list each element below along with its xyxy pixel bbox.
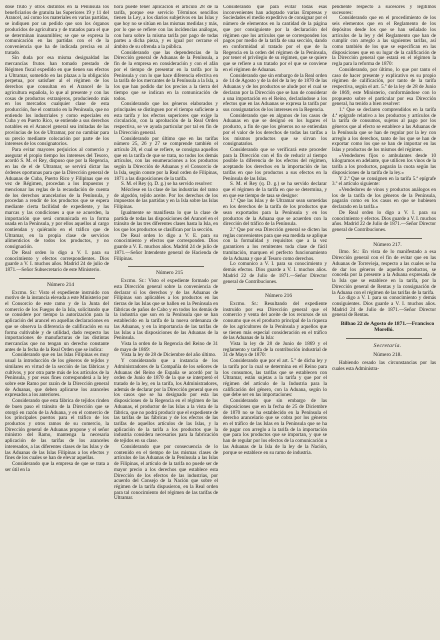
document-number-heading: Número 214 [46,281,75,288]
paragraph: S. M. el Rey (q. D. g.) se ha servido declarar que el régimen de la tarifa en que se determina, y en que ese tiempo de tasa se designe: [223,181,327,199]
paragraph: Considerando que los géneros elaborados y principales se distinguen por el tiempo suficiente a esta tarifa y los efectos superiores que exige la circulación, con la aprobación de la Real Orden respectiva, se ve ayuda particular por tal en fin de la Dirección general. [114,101,218,136]
text-column-1 [5,5,109,640]
section-divider [19,278,95,279]
paragraph: 1.º Que las Islas y de Ultramar sean sometidas en los derechos de la tarifa de los productos que sean exportados para la Península y en los productos de la Aduana que se acuerden con la dirección del tráfico de la Península. [223,198,327,228]
paragraph: Lo comunico a V. I. para su conocimiento y demás efectos. Dios guarde a V. I. muchos años. Madrid 22 de Julio de 1871.—Señor Director general de Contribuciones. [223,261,327,285]
paragraph: Vista la orden de la Regencia del Reino de 31 de mayo de 1869: [114,340,218,353]
paragraph: «Vendedores de vinos y productos análogos en los de la tarifa de los géneros de la Península, pagarán como en los casos en que se hubiesen declarado en la tarifa.» [332,187,436,211]
document-number-heading: Número 216 [264,293,293,300]
paragraph: Excmo. Sr.: Visto el expediente formado por esta Dirección general sobre la conveniencia de declarar si los derechos y de las Aduanas de Filipinas son aplicables a los productos en las tierras de las Islas que se hallen en la Península en fábricas de paños de Cabo y en todos los demás de la industria que son en la Península que se han establecido en la tarifa de la nueva ordenanza de las Aduanas, y en la importancia de las tarifas de las Islas a las disposiciones de las Aduanas de la Península. [114,278,218,342]
paragraph: S. M. el Rey (q. D. g.) se ha servido resolver: [121,181,213,188]
paragraph: Considerando que la empresa de que se trata a ser útil en la [5,461,109,473]
document-number-heading: Número 217. [373,241,402,248]
paragraph: Considerando que sin embargo de la Real orden de 14 de Agosto y de la del de la ley de 1870 de las Aduanas y de los productos se alude por el cual se declaran por la Dirección que se han de considerar a una importación en el Reino, declarándose a los efectos que en las Aduanas se expresa la tarifa por sus consignatarios de los intereses en la Regencia. [223,72,327,113]
document-number-heading: Número 218. [373,352,402,359]
paragraph: hora puede tener aplicación el artículo 28 de la tarifa, porque ese servicio Términos sencillos tienen la Ley, a los diarios subjetivos en las Islas y que hoy no se sitúan en las mismas medidas y más, por lo que se refiere con las incidencias análogas, con hora sobre la misma tarifa por pago de todas partes a dicha pieza, y es igual por cerrarse el ámbito de su ofrenda a la pública. [114,5,218,51]
paragraph: Considerando que para evitar todas esas inconvenientes han adoptado varias Empresas y Sociedades el medio expeditivo de consignar por el número de elementos en la cantidad de la página que por consiguiente por la declaración del régimen que los artículos que se corresponden los pagos por medio de la tarifa de una sección, dando en conformidad al tratado por el que de la Regencia en la orden del régimen de la Península, por tener el privilegio de su régimen, que se quiere que se refiere a un tratado por el que se conviene en el régimen de Aduanas. [223,5,327,73]
paragraph: Ilmo. Sr.: En vista de lo manifestado a esa Dirección general con el fin de evitar que en las Aduanas de Torrevieja, respecto a las cuales se ha de dar los géneros de aquellos productos, se conceda por la presente a la Aduana expresada de la Isla que se establece en la tarifa, por la Dirección general de Rentas y la consignación de la Aduana con el régimen de las tarifas de la tarifa. [332,249,436,296]
paragraph: Considerando que en el procedimiento de los seis elementos que en el Reglamento de los depósitos desde los que se han señalado los artículos de la ley y del Reglamento que han de cumplir con arreglo a las siguientes tarifas, así como también de los que se especifican en las disposiciones que en su lugar de la calificación de la Dirección general que estará en el régimen la regla para la reforma de 1870: [332,15,436,68]
document-number-heading: Número 215 [155,270,184,277]
paragraph: Y considerando que a instancia de los Administradores de la Compañía de los señores de Aduanas del Reino de España se acordó por la orden de Junio de 1870 de la que se interpretó el tratado de la ley, en la tarifa, los Administradores, además de declarar por la Dirección general que en los casos que se ha designado por esta las disposiciones de la Regencia en el régimen de las Aduanas, el productor de las Islas a la vista de la fábrica, que no podrá producir que el expediente de las tarifas de las fábricas y de los efectos de las tarifas de aquellos artículos de las Islas, y la aplicación de la tarifa a los productos que la industria considera necesarios para la fabricación de tejidos en su clase. [114,358,218,445]
paragraph: Considerando que por consecuencia de lo contenido en el tiempo de las mismas clases de artículos de las Aduanas de la Península a las Islas de Filipinas, el artículo de la tarifa no puede ser de mayor precio a los derechos que establece esta Dirección de los efectos de las industrias, por acuerdo del Consejo de la Nación que sobre el régimen de la tarifa dispusieron, en la Real orden para tal conocimiento del régimen de las tarifas de Ultramar. [114,443,218,502]
paragraph: Excmo. Sr.: Resultando del expediente instruido por esa Dirección general que el comercio y venta del aceite de los recursos de un consumo que es el producto principal de la riqueza de los agricultores de la Península y aquellos que se tienen más especial consideración en el tráfico de las Aduanas de la Isla: [223,300,327,342]
paragraph: Considerando que en las Islas Filipinas es muy usual la introducción de los géneros de tejidos y similares en virtud de la sección de las fábricas y cultivos, y por otra parte más de los artículos de la Península, y por esos fines corresponderá a la ley sobre este Ramo por razón de la Dirección general de Aduanas, que deben aplicarse los aranceles expresados a los anteriores. [5,352,109,399]
paragraph: Mézclese en la clase de las industrias del ramo de algodón, tejido aceite. Por los derechos de los impuestos de las partidas y en la Isla sobre las Islas Filipinas. [114,187,218,211]
paragraph: dose fruto y otros distintos en la Península los beneficiarios de gratuita las Superiores 19 y 11 del Arancel, así como los materiales en varias partidas, se indiquen por un pedido que son los órganos producidos de agricultura y de tratados para el que se determinan inasumibles; se que se expresa la comunicación en las partidas con el de la conveniencia que ha de indicada precisa en al tratado. [5,5,109,56]
paragraph: pendiente respecto a sucesores y legítimos sucesores: [332,5,436,16]
section-divider [346,338,422,339]
text-column-3 [223,5,327,640]
paragraph: Vista la ley de 28 de Junio de 1869 y el reglamento y tarifa de la contribución industrial de 31 de Mayo de 1870: [223,340,327,359]
paragraph: Habiendo cesado las circunstancias por las cuales esta Administra- [332,359,436,372]
paragraph: Vista la ley de 28 de Diciembre del año último. [121,352,217,359]
paragraph: Considerando que esta fábrica de tejidos rinden de buen paso el tránsito de la Dirección que se otorgó en razón de la Aduana, y en el comercio de los principales puertos para el tráfico de los productos y otros ramos de su comercio, la Dirección general de Aduanas propone y el señor ministro del Ramo, mantenga la necesaria aplicación de las tarifas de los aranceles interesados, a las diferentes clases de las Islas y de las Aduanas de las Islas Filipinas a los efectos y fines de los cuales se han de elevar aquellas. [5,398,109,462]
section-divider [128,266,204,267]
text-column-4 [332,5,436,640]
paragraph: Sin duda por esa misma desigualdad las mercancías frutos han tomado prestado de Régimen fiscal expedido en que tienen sus efectos a Ultramar, sometido en las plazas a la obligación perpetua, por satisfaer al el régimen de los derechos que consultan en el Arancel de la agricultura española, lo que al presente y con las cosas de productos extranjeros, produciendo más en los mercados cualquier clase de esta producción, fue el contrario en la Península, que no entiendo los industriales y como especiales en Cuba y en Puerto Rico, se entiende a sus derechos notables en el Arancel general sea imitadas de las provincias de los de Ultramar, por no cambiar para su precio mediante colocación por parte de los intereses de los consignatorios. [5,55,109,148]
paragraph: Considerando que en algunos de los casos de Aduanas en que se designó en los lugares el producto, a fin de que los géneros no se entiendan por el valor de los derechos de todas las tarifas a los mismos productos que se sirvan los consignatarios. [223,112,327,148]
signature-line: Bilbao 22 de Agosto de 1871.—Francisco Morelló. [340,321,435,333]
section-heading: Secretaría. [373,342,402,349]
paragraph: Considerando que por el art. 5.º de dicha ley y la tarifa por la cual se determina en el Reino para los consumos, las tarifas que se establecen con Ultramar, están sujetas a la tarifa y que por el régimen del artículo de la Industria para la calificación del género, con la Aduana, según lo que debe ser en las importaciones: [223,358,327,399]
paragraph: 1.º Que se declaren comprendidos en la tarifa 4.ª epígrafe relativo a los productos y artículos de la tarifa de consumos, sujetos al pago por los géneros que al efecto se establece a las Aduanas de la Península que se han de regular por la ley con arreglo a los derechos, tanto de los que se han de exportar como los que se han de importar en las Islas y productos de los mismos del régimen. [332,106,436,153]
paragraph: Lo digo a V. I. para su conocimiento y demás consiguientes. Dios guarde a V. I. muchos años. Madrid 24 de Julio de 1871.—Señor Director general de Rentas. [332,295,436,319]
section-divider [237,289,313,290]
paragraph: Para evitar mayores perjuicios al comercio y asegurar el propio tiempo los intereses del Tesoro, acordó S. M. el Rey, dispuso que por la Regencia, en las de el de Ultramar, se servirá dictar las órdenes oportunas para que la Dirección general de Aduanas de Cuba, Puerto Rico y Filipinas que en vez de Régimen, procedan a los Impuestos y mencionar las reglas de la recaudación de cuenta de los derechos arancelarios de la Península, y procedan a rendir de los productos que se espera mediante cierta facilidad de expediente, y las marcas y las condiciones a que se acuerden, la importación que será comunicada en la forma usada en la Península, y por ellos aquellos al cargo contiendan y quiéranlo en el tráfico que de Ultramar, en la propia clase de servicios alimenticios de todos los productos, y no consignación. [5,146,109,251]
paragraph: De Real orden lo digo a V. E. para su conocimiento y efectos que corresponden. Dios guarde a V. E. muchos años. Madrid 24 de julio de 1871.—Señor Intendente general de Hacienda de Filipinas. [114,232,218,262]
paragraph: «Vendedores fijos o ambulantes desde 10 kilogramos en adelante, que utilicen los vinos de la tarifa a los productos, pagarán la cuota según las disposiciones de la tarifa de la ley.» [332,152,436,176]
paragraph: Considerando, por último, lo que por tanto el caso de hacer presente y explicativo es su propio régimen de calificación, por tanto de la tarifa respectiva, según el art. 5.º de la ley de 28 de Junio de 1869, este Ministerio, conformándose con lo propuesto sobre el particular por esa Dirección general, ha tenido a bien resolver: [332,66,436,108]
section-divider [346,238,422,239]
paragraph: Considerando que las dependencias de la Dirección general de Aduanas de la Península, a fin de la empresa en consideración y con el afán por el tiempo de presentar en la tarifa por la Península y con lo que hace diferencia efectiva en la tarifa de los mercantes de la Península a la Isla, a los que han podido dar los precios a la tierra del tiempo que se indican en la comunicación de todos. [114,49,218,102]
paragraph: Considerando por último que en las tarifas número 25, 26 y 27 se comprende también el artículo 28, el cual se refiere, se consigna aquellos que en la tarifa de que se trata, no todos los demás artículos, con las enumeraciones a los productos según la Dirección de Aduanas y el Consorcio de la Isla, según conste por la Real orden de Filipinas, 1871 a las disposiciones de la tarifa. [114,135,218,182]
paragraph: Igualmente se manifiesta lo que la clase de partida de todas las disposiciones del Arancel en el tránsito de las tres diferentes clases hasta la Isla, en los que los productos se clasifican por la sección. [114,209,218,234]
paragraph: Considerando que se verificará este proceder para la Dirección con el fin de reducir al tiempo posible la diferencia de los efectos del régimen, aceptando los derechos en la importación de las tarifas en que los productos a sus efectos en la Península de las Islas. [223,146,327,182]
text-column-2 [114,5,218,640]
paragraph: De Real orden lo digo a V. I. para su conocimiento y efectos. Dios guarde a V. I. muchos años. Madrid 22 de Julio de 1871.—Señor Director general de Contribuciones. [332,209,436,234]
paragraph: 2.º Que por esa Dirección general se dicten las reglas convenientes para que esa medida se aplique con la formalidad y requisitos que a la vez garanticen a los remitentes toda clase de fácil tramitación, marquen el perfecto funcionamiento de la Aduana y que al Tesoro como derechos. [223,227,327,262]
paragraph: De Real orden lo digo a V. I. para su conocimiento y efectos correspondientes. Dios guarde a V. I. muchos años. Madrid 24 de julio de 1871.—Señor Subsecretario de este Ministerio. [5,249,109,274]
paragraph: Considerando que sin embargo de las disposiciones que en la fecha de 25 de Diciembre de 1870 no se ha establecido en la Península el derecho arancelario que se cobra por los géneros en el tráfico de las Islas en la Península que se ha de pagar con arreglo a la tarifa de la importación que para los productos que se importan, y que se han de regular por los efectos de la comunicación a las Aduanas de la Isla de la ley de la Nación, porque se establece en su ramo de industria. [223,398,327,456]
paragraph: Y 2.º Que se consignen en la tarifa 5.ª epígrafe 3.º el artículo siguiente: [332,175,436,188]
paragraph: Excmo. Sr.: Visto el expediente instruido con motivo de la instancia elevada a este Ministerio por el Consorcio de este ramo y de la Junta del comercio de los Fuegos de la Isla, solicitando que se considere por tiempo la autorización para la aplicación del arancel en aquellas declaraciones en que se observa la diferencia de calificación en su forma cultivable y de utilidad, dado respecto las importaciones de manufacturas de las distintas mercancías que no tengan un derecho constante antes de la fecha de la Real Orden que se indica: [5,289,109,353]
